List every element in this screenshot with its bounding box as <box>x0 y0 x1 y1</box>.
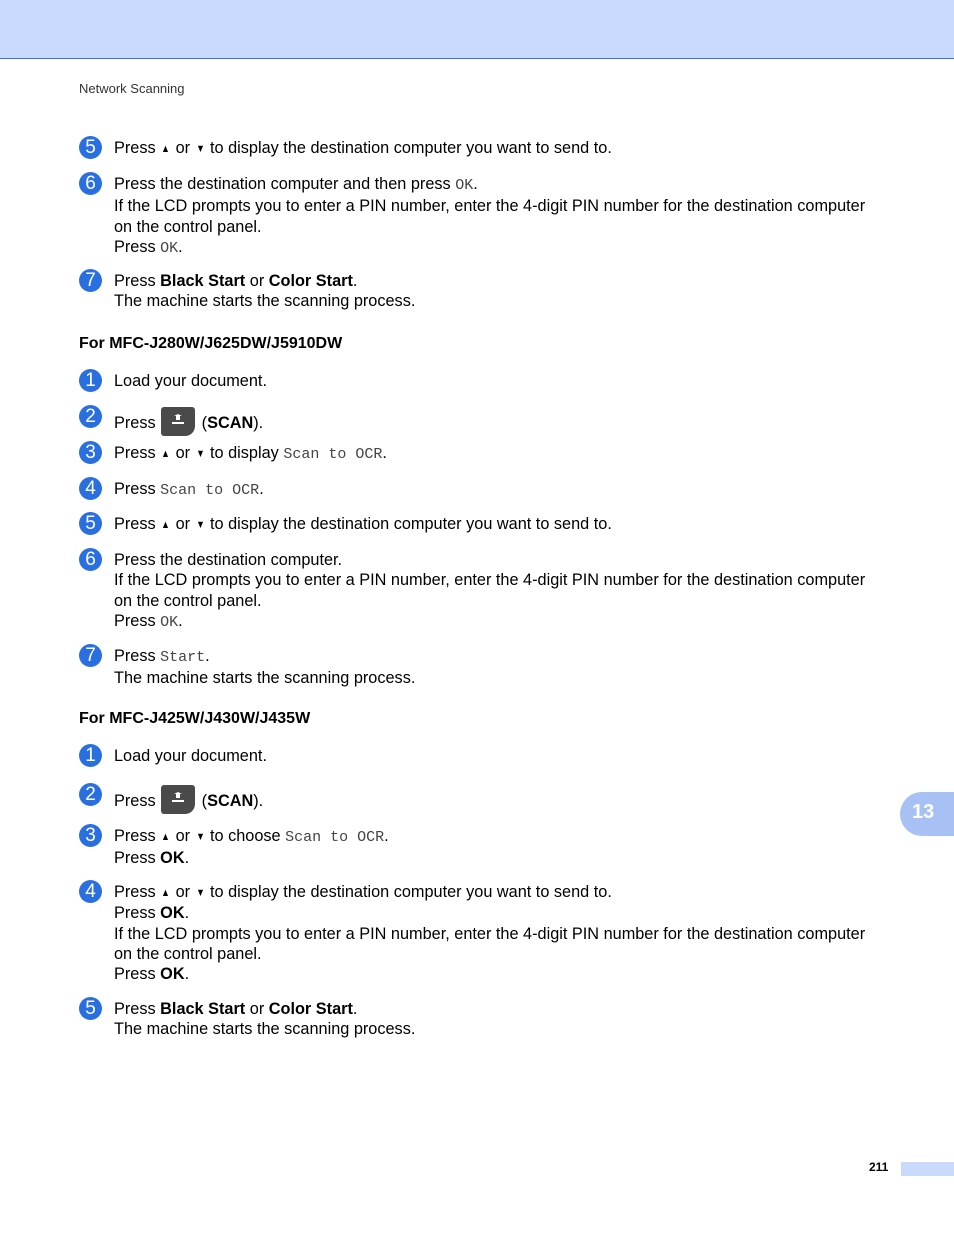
step-line <box>114 217 899 237</box>
key-name: OK <box>160 904 185 923</box>
text-run: to display the destination computer you want to send to. <box>205 515 612 533</box>
text-run: or <box>171 827 195 845</box>
step-text <box>114 785 899 811</box>
lcd-text: OK <box>160 613 179 631</box>
step-text <box>114 138 899 159</box>
up-arrow-icon: ▲ <box>161 831 170 843</box>
step-item <box>79 646 899 689</box>
key-name: Color Start <box>268 272 353 290</box>
text-run: on the control panel. <box>114 217 262 236</box>
down-arrow-icon: ▼ <box>195 887 205 899</box>
page-number-band <box>901 1162 954 1176</box>
step-line <box>114 371 899 391</box>
step-number-badge: 4 <box>79 477 102 500</box>
text-run: Press <box>114 792 161 810</box>
section2-heading: For MFC-J425W/J430W/J435W <box>79 710 311 727</box>
text-run: Press <box>114 647 161 665</box>
text-run: Press <box>114 515 161 533</box>
text-run: ). <box>253 792 264 810</box>
step-number-badge: 6 <box>79 172 102 195</box>
step-item <box>79 550 899 633</box>
chapter-tab: 13 <box>900 792 954 836</box>
step-line <box>114 924 899 944</box>
text-run: to display the destination computer you want to send to. <box>205 139 612 157</box>
text-run: The machine starts the scanning process. <box>114 1020 416 1039</box>
step-line <box>114 668 899 688</box>
down-arrow-icon: ▼ <box>195 831 205 843</box>
scan-key-icon <box>161 785 195 814</box>
text-run: . <box>352 1000 358 1018</box>
text-run: . <box>473 175 478 193</box>
step-text <box>114 479 899 501</box>
text-run: Press <box>114 272 161 290</box>
step-number-badge: 1 <box>79 744 102 767</box>
step-line <box>114 271 899 291</box>
text-run: . <box>178 237 183 256</box>
text-run: Press <box>114 883 161 901</box>
text-run: or <box>171 444 195 462</box>
text-run: . <box>184 904 190 923</box>
down-arrow-icon: ▼ <box>195 519 205 531</box>
up-arrow-icon: ▲ <box>161 448 170 460</box>
step-text <box>114 550 899 633</box>
step-item <box>79 514 899 535</box>
text-run: or <box>171 139 195 157</box>
top-header-band <box>0 0 954 59</box>
step-line <box>114 591 899 611</box>
step-line <box>114 848 899 868</box>
step-line <box>114 785 899 811</box>
step-text <box>114 999 899 1040</box>
step-line <box>114 746 899 766</box>
scan-key-icon <box>161 407 195 436</box>
lcd-text: OK <box>160 239 179 257</box>
step-item <box>79 826 899 869</box>
text-run: If the LCD prompts you to enter a PIN number, enter the 4-digit PIN number for the destination computer <box>114 571 866 590</box>
text-run: or <box>171 515 195 533</box>
step-line <box>114 570 899 590</box>
text-run: or <box>171 883 195 901</box>
step-number-badge: 5 <box>79 512 102 535</box>
page-number: 211 <box>869 1160 889 1174</box>
step-text <box>114 514 899 535</box>
lcd-text: Scan to OCR <box>283 446 383 463</box>
lcd-text: Scan to OCR <box>285 829 385 846</box>
step-number-badge: 5 <box>79 997 102 1020</box>
text-run: Press <box>114 480 161 498</box>
step-item <box>79 746 899 766</box>
step-line <box>114 514 899 535</box>
text-run: If the LCD prompts you to enter a PIN number, enter the 4-digit PIN number for the destination computer <box>114 197 866 216</box>
step-number-badge: 5 <box>79 136 102 159</box>
text-run: . <box>352 272 358 290</box>
step-number-badge: 2 <box>79 783 102 806</box>
text-run: Press <box>114 1000 161 1018</box>
text-run: . <box>184 965 190 984</box>
step-line <box>114 291 899 311</box>
text-run: Load your document. <box>114 747 267 765</box>
text-run: to choose <box>205 827 286 845</box>
step-line <box>114 611 899 633</box>
lcd-text: Scan to OCR <box>160 482 260 499</box>
step-item <box>79 371 899 391</box>
up-arrow-icon: ▲ <box>161 887 170 899</box>
lcd-text: OK <box>455 177 474 194</box>
step-line <box>114 882 899 903</box>
step-item <box>79 999 899 1040</box>
step-text <box>114 371 899 391</box>
step-line <box>114 479 899 501</box>
lcd-text: Start <box>160 649 206 666</box>
key-name: SCAN <box>207 792 254 810</box>
text-run: Press <box>114 414 161 432</box>
text-run: ). <box>253 414 264 432</box>
step-line <box>114 443 899 465</box>
step-number-badge: 1 <box>79 369 102 392</box>
step-line <box>114 237 899 259</box>
text-run: . <box>178 611 183 630</box>
text-run: . <box>184 849 190 868</box>
step-number-badge: 2 <box>79 405 102 428</box>
key-name: OK <box>160 965 185 984</box>
text-run: Press <box>114 611 161 630</box>
key-name: SCAN <box>207 414 254 432</box>
text-run: or <box>245 272 269 290</box>
text-run: to display the destination computer you want to send to. <box>205 883 612 901</box>
text-run: . <box>382 444 387 462</box>
step-line <box>114 944 899 964</box>
text-run: ( <box>197 414 208 432</box>
step-number-badge: 4 <box>79 880 102 903</box>
section1-heading: For MFC-J280W/J625DW/J5910DW <box>79 335 343 352</box>
text-run: . <box>205 647 210 665</box>
text-run: Press the destination computer. <box>114 551 343 569</box>
step-line <box>114 903 899 923</box>
step-text <box>114 746 899 766</box>
text-run: ( <box>197 792 208 810</box>
down-arrow-icon: ▼ <box>195 143 205 155</box>
step-line <box>114 174 899 196</box>
step-item <box>79 882 899 984</box>
step-item <box>79 174 899 259</box>
running-title: Network Scanning <box>79 81 185 96</box>
step-text <box>114 882 899 984</box>
step-item <box>79 271 899 312</box>
step-item <box>79 443 899 465</box>
text-run: on the control panel. <box>114 591 262 610</box>
text-run: The machine starts the scanning process. <box>114 669 416 688</box>
step-line <box>114 138 899 159</box>
text-run: on the control panel. <box>114 944 262 963</box>
step-line <box>114 646 899 668</box>
step-line <box>114 1019 899 1039</box>
step-line <box>114 196 899 216</box>
text-run: Press <box>114 965 161 984</box>
step-number-badge: 7 <box>79 644 102 667</box>
text-run: Press <box>114 139 161 157</box>
step-text <box>114 826 899 869</box>
text-run: Load your document. <box>114 372 267 390</box>
text-run: . <box>259 480 264 498</box>
text-run: or <box>245 1000 269 1018</box>
step-number-badge: 6 <box>79 548 102 571</box>
step-item <box>79 138 899 159</box>
down-arrow-icon: ▼ <box>195 448 205 460</box>
up-arrow-icon: ▲ <box>161 519 170 531</box>
step-line <box>114 407 899 433</box>
up-arrow-icon: ▲ <box>161 143 170 155</box>
step-text <box>114 271 899 312</box>
step-number-badge: 7 <box>79 269 102 292</box>
step-text <box>114 407 899 433</box>
text-run: Press the destination computer and then press <box>114 175 456 193</box>
step-text <box>114 443 899 465</box>
step-item <box>79 407 899 433</box>
text-run: Press <box>114 237 161 256</box>
step-item <box>79 785 899 811</box>
text-run: . <box>384 827 389 845</box>
step-number-badge: 3 <box>79 824 102 847</box>
step-line <box>114 550 899 570</box>
step-line <box>114 999 899 1019</box>
key-name: Color Start <box>268 1000 353 1018</box>
step-line <box>114 826 899 848</box>
text-run: Press <box>114 904 161 923</box>
text-run: Press <box>114 444 161 462</box>
key-name: OK <box>160 849 185 868</box>
text-run: Press <box>114 827 161 845</box>
text-run: The machine starts the scanning process. <box>114 292 416 311</box>
step-text <box>114 174 899 259</box>
text-run: to display <box>205 444 284 462</box>
step-line <box>114 964 899 984</box>
step-item <box>79 479 899 501</box>
text-run: Press <box>114 849 161 868</box>
step-number-badge: 3 <box>79 441 102 464</box>
step-text <box>114 646 899 689</box>
key-name: Black Start <box>160 272 246 290</box>
key-name: Black Start <box>160 1000 246 1018</box>
text-run: If the LCD prompts you to enter a PIN number, enter the 4-digit PIN number for the destination computer <box>114 924 866 943</box>
